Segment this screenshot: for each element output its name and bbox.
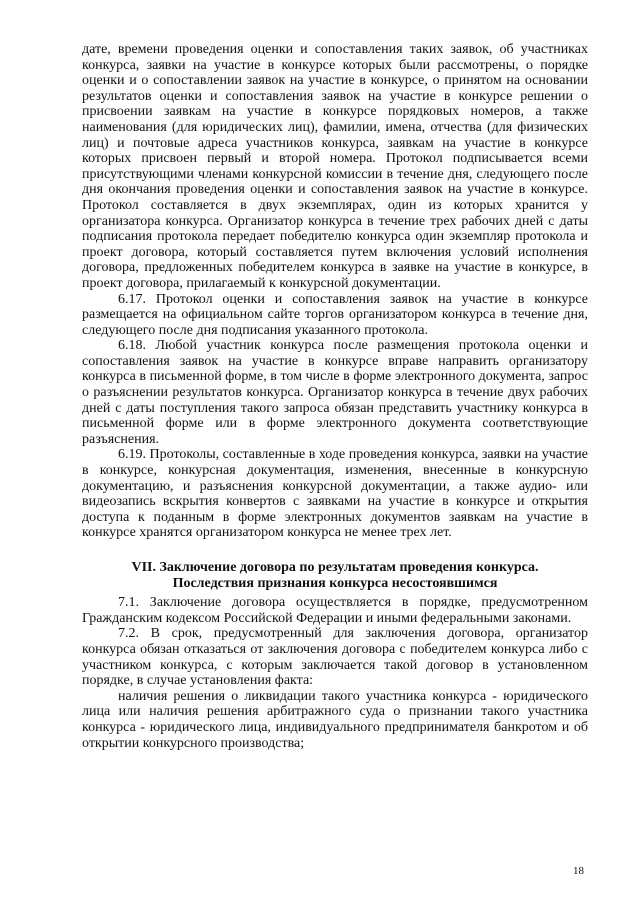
paragraph-6-18: 6.18. Любой участник конкурса после размещения протокола оценки и сопоставления заявок на участие в конкурсе вправе направить организатору конкурса в письменной форме, в том числе в форме электронного документа, запрос о разъяснении результатов конкурса. Организатор конкурса в течение двух рабочих дней с даты поступления такого запроса обязан представить участнику конкурса в письменной форме или в форме электронного документа соответствующие разъяснения. (82, 338, 588, 447)
section-heading-line2: Последствия признания конкурса несостоявшимся (172, 575, 498, 591)
paragraph-item: наличия решения о ликвидации такого участника конкурса - юридического лица или наличия решения арбитражного суда о признании такого участника конкурса - юридического лица, индивидуального предпринимателя банкротом и об открытии конкурсного производства; (82, 688, 588, 751)
paragraph-6-17: 6.17. Протокол оценки и сопоставления заявок на участие в конкурсе размещается на официальном сайте торгов организатором конкурса в течение дня, следующего после дня подписания указанного протокола. (82, 291, 588, 338)
paragraph-6-19: 6.19. Протоколы, составленные в ходе проведения конкурса, заявки на участие в конкурсе, конкурсная документация, изменения, внесенные в конкурсную документацию, и разъяснения конкурсной документации, а также аудио- или видеозапись вскрытия конвертов с заявками на участие в конкурсе и открытия доступа к поданным в форме электронных документов заявкам на участие в конкурсе хранятся организатором конкурса не менее трех лет. (82, 447, 588, 541)
paragraph-continuation: дате, времени проведения оценки и сопоставления таких заявок, об участниках конкурса, заявки на участие в конкурсе которых были рассмотрены, о порядке оценки и о сопоставлении заявок на участие в конкурсе, о принятом на основании результатов оценки и сопоставления заявок на участие в конкурсе решении о присвоении заявкам на участие в конкурсе порядковых номеров, а также наименования (для юридических лиц), фамилии, имена, отчества (для физических лиц) и почтовые адреса участников конкурса, заявкам на участие в конкурсе которых присвоен первый и второй номера. Протокол подписывается всеми присутствующими членами конкурсной комиссии в течение дня, следующего после дня окончания проведения оценки и сопоставления заявок на участие в конкурсе. Протокол составляется в двух экземплярах, один из которых хранится у организатора конкурса. Организатор конкурса в течение трех рабочих дней с даты подписания протокола передает победителю конкурса один экземпляр протокола и проект договора, который составляется путем включения условий исполнения договора, предложенных победителем конкурса в заявке на участие в конкурсе, в проект договора, прилагаемый к конкурсной документации. (82, 42, 588, 291)
page-number: 18 (573, 865, 584, 877)
paragraph-7-1: 7.1. Заключение договора осуществляется в порядке, предусмотренном Гражданским кодексом Российской Федерации и иными федеральными законами. (82, 595, 588, 626)
paragraph-7-2: 7.2. В срок, предусмотренный для заключения договора, организатор конкурса обязан отказаться от заключения договора с победителем конкурса либо с участником конкурса, с которым заключается такой договор в установленном порядке, в случае установления факта: (82, 626, 588, 689)
section-heading (82, 560, 588, 591)
section-heading-line1: VII. Заключение договора по результатам проведения конкурса. (131, 560, 539, 575)
